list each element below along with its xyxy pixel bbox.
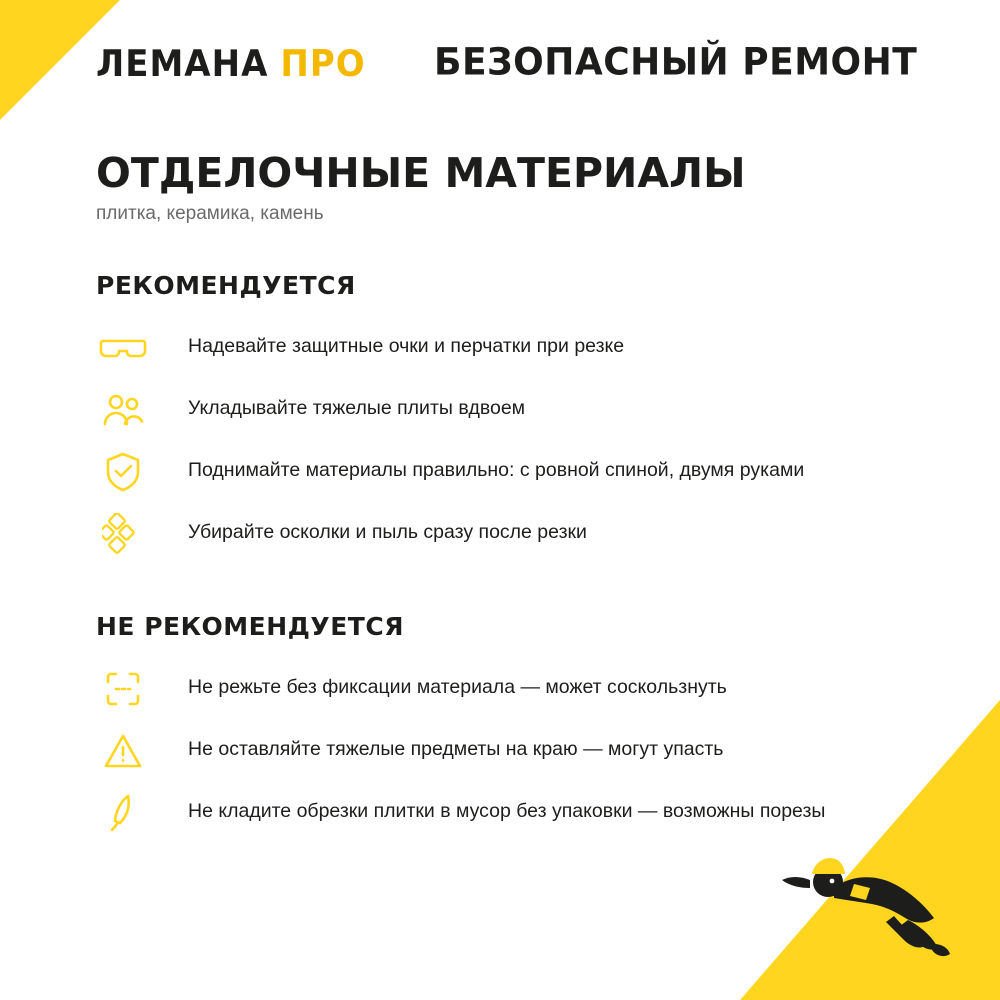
dashed-frame-icon bbox=[96, 669, 150, 709]
list-item-text: Не режьте без фиксации материала — может соскользнуть bbox=[188, 676, 727, 699]
list-item bbox=[96, 456, 896, 492]
list-item bbox=[96, 673, 896, 709]
list-item bbox=[96, 735, 896, 771]
page-subtitle: плитка, керамика, камень bbox=[96, 203, 324, 225]
list-item-text: Убирайте осколки и пыль сразу после резки bbox=[188, 521, 587, 544]
list-item-text: Не кладите обрезки плитки в мусор без упаковки — возможны порезы bbox=[188, 800, 826, 823]
header bbox=[0, 0, 1000, 120]
list-item-text: Не оставляйте тяжелые предметы на краю — могут упасть bbox=[188, 738, 724, 761]
list-item-text: Укладывайте тяжелые плиты вдвоем bbox=[188, 397, 526, 420]
logo-accent-text: ПРО bbox=[280, 42, 366, 86]
list-item-text: Надевайте защитные очки и перчатки при резке bbox=[188, 335, 625, 358]
header-title: БЕЗОПАСНЫЙ РЕМОНТ bbox=[434, 40, 918, 85]
section-heading-recommended: РЕКОМЕНДУЕТСЯ bbox=[96, 271, 356, 301]
warning-triangle-icon bbox=[96, 731, 150, 771]
blade-icon bbox=[96, 793, 150, 833]
main-content bbox=[96, 150, 896, 859]
section-heading-not-recommended: НЕ РЕКОМЕНДУЕТСЯ bbox=[96, 612, 404, 642]
list-item bbox=[96, 332, 896, 368]
safety-goggles-icon bbox=[96, 328, 150, 368]
flying-worker-mascot bbox=[776, 836, 966, 966]
list-item bbox=[96, 394, 896, 430]
brand-logo bbox=[96, 44, 366, 84]
list-item-text: Поднимайте материалы правильно: с ровной спиной, двумя руками bbox=[188, 459, 805, 482]
two-people-icon bbox=[96, 390, 150, 430]
diamond-cluster-icon bbox=[96, 514, 150, 554]
shield-check-icon bbox=[96, 452, 150, 492]
list-item bbox=[96, 797, 896, 833]
logo-main-text: ЛЕМАНА bbox=[96, 42, 269, 86]
page-title: ОТДЕЛОЧНЫЕ МАТЕРИАЛЫ bbox=[96, 149, 746, 197]
list-item bbox=[96, 518, 896, 554]
